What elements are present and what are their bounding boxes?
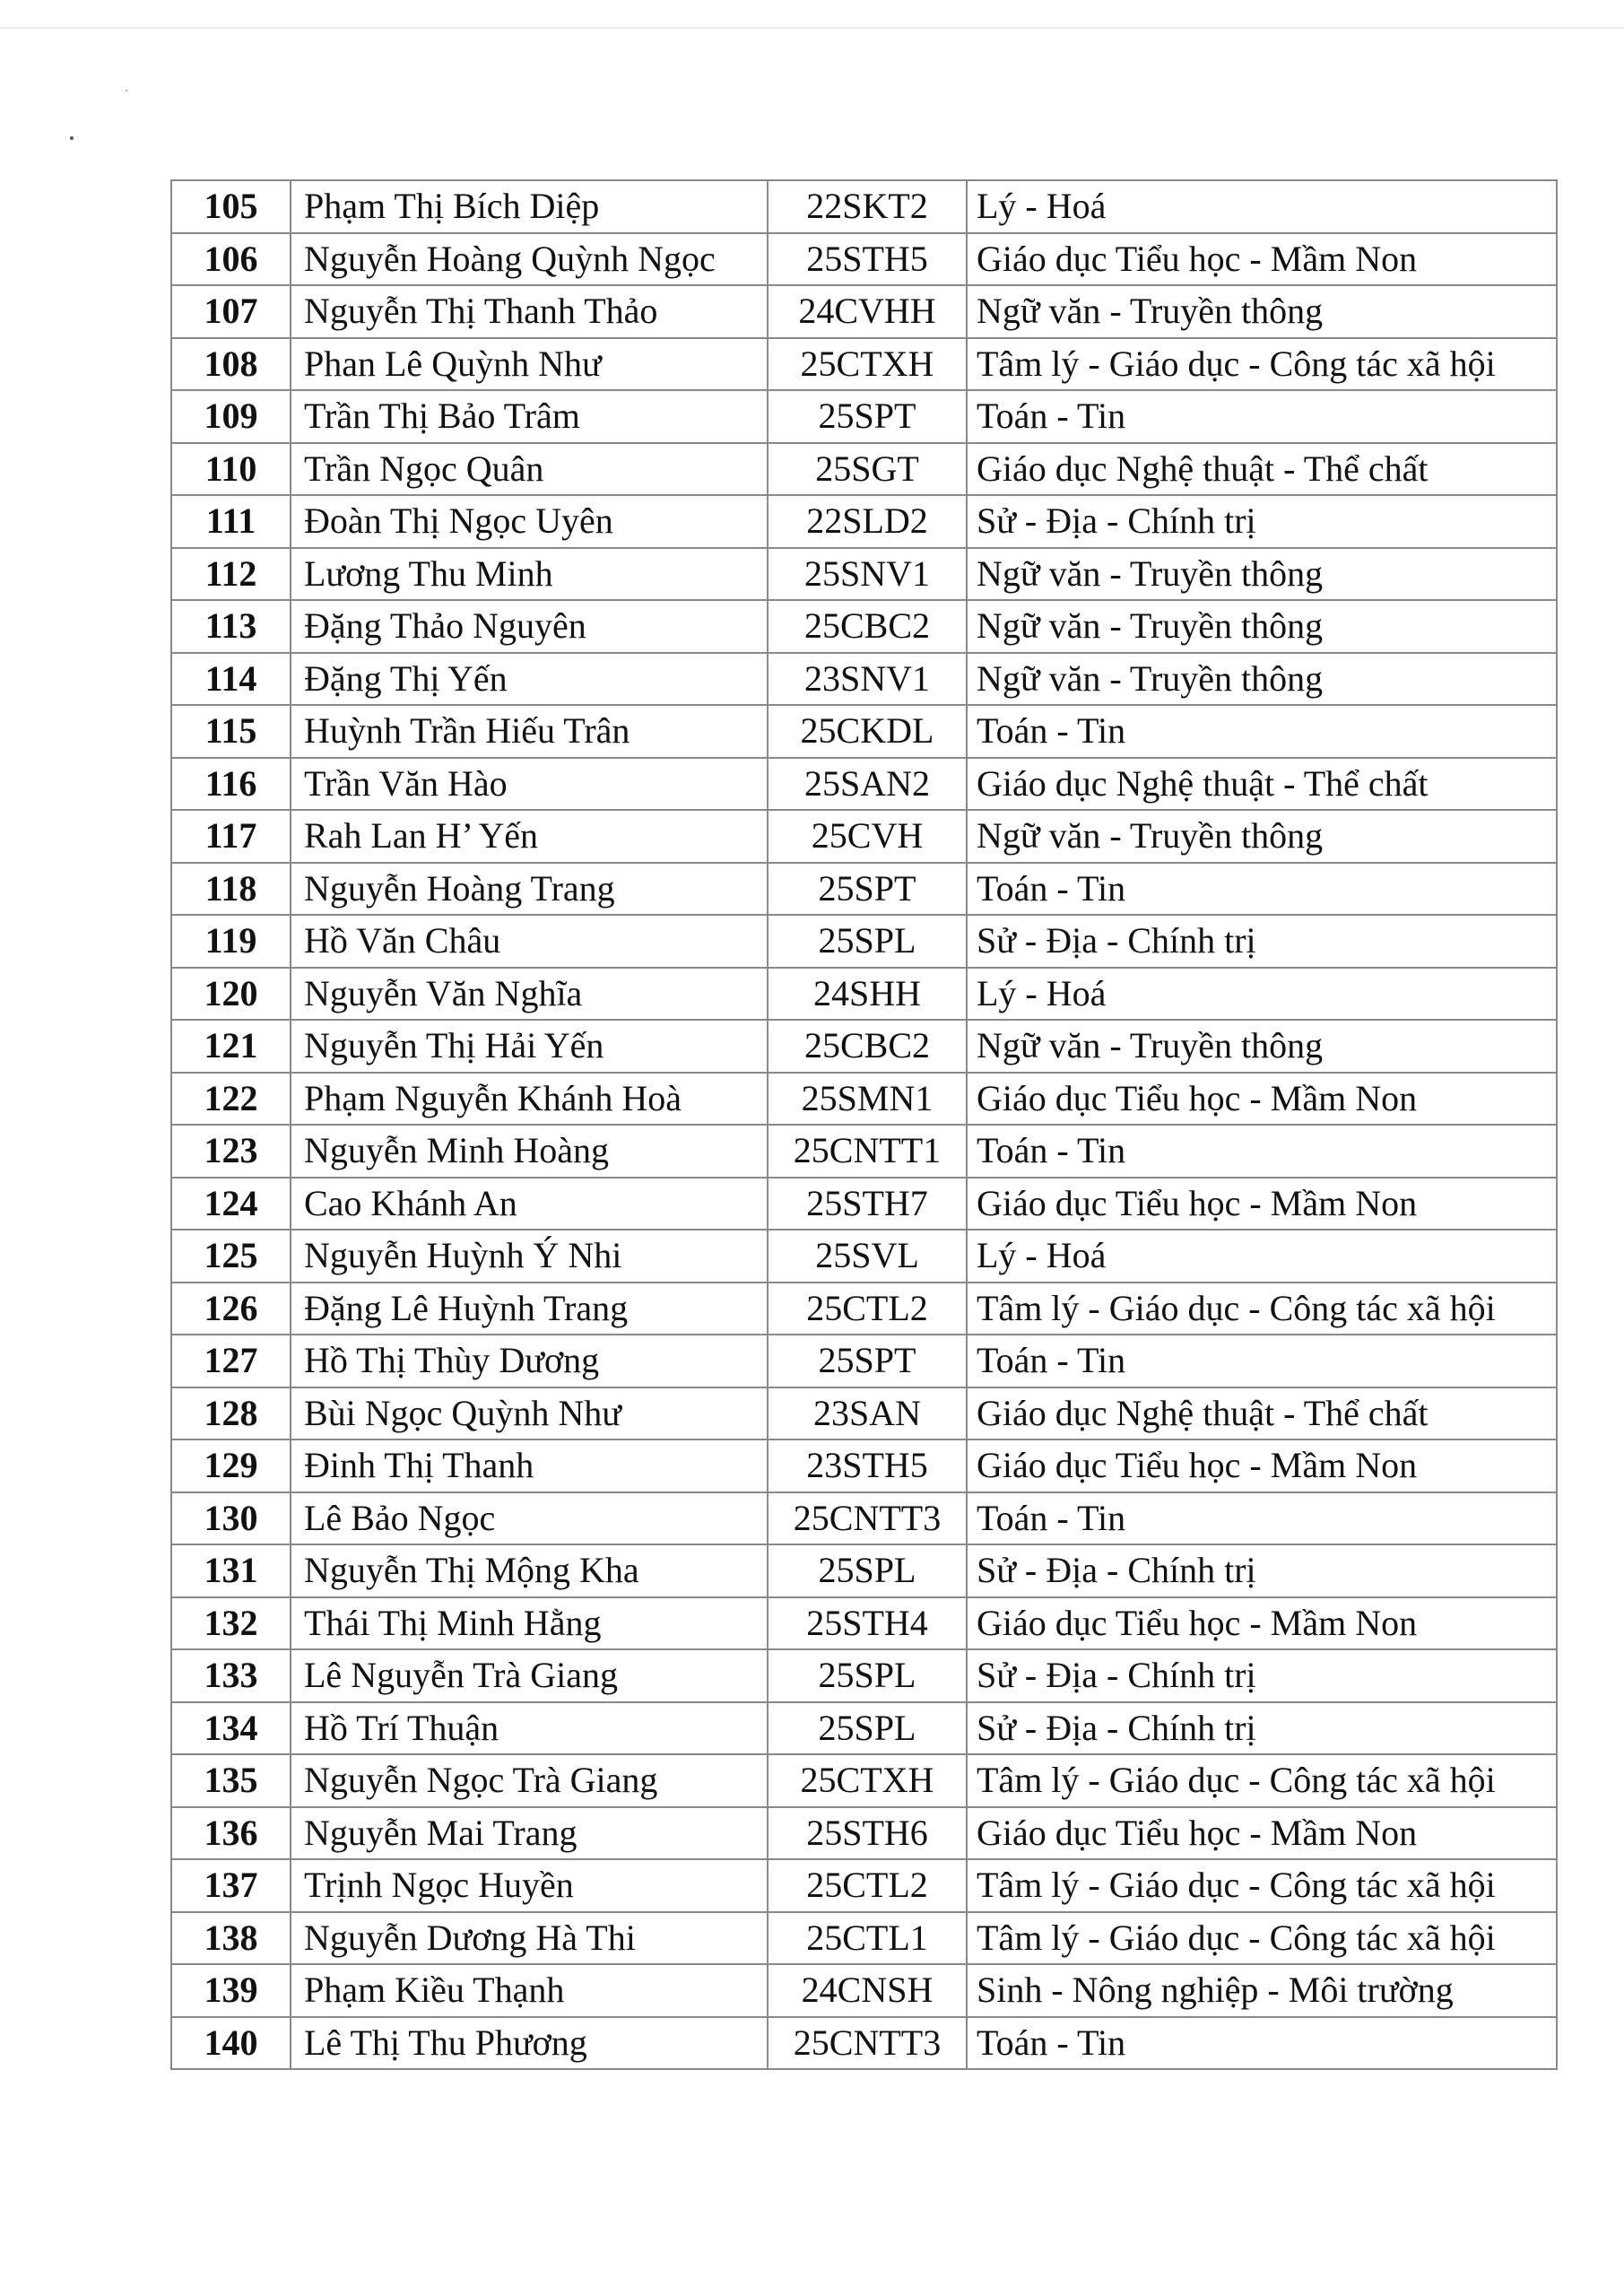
table-row bbox=[171, 495, 1557, 548]
table-row bbox=[171, 705, 1557, 758]
table-row bbox=[171, 1335, 1557, 1387]
subject-group: Sử - Địa - Chính trị bbox=[967, 1544, 1557, 1597]
row-number: 109 bbox=[171, 390, 291, 443]
subject-group: Giáo dục Tiểu học - Mầm Non bbox=[967, 1439, 1557, 1492]
student-name: Lê Thị Thu Phương bbox=[291, 2017, 768, 2070]
table-row bbox=[171, 1125, 1557, 1178]
class-code: 25CTXH bbox=[768, 338, 967, 391]
table-row bbox=[171, 1702, 1557, 1755]
student-name: Nguyễn Thị Hải Yến bbox=[291, 1020, 768, 1073]
row-number: 132 bbox=[171, 1597, 291, 1650]
table-row bbox=[171, 548, 1557, 601]
class-code: 23STH5 bbox=[768, 1439, 967, 1492]
row-number: 133 bbox=[171, 1649, 291, 1702]
row-number: 138 bbox=[171, 1912, 291, 1965]
table-row bbox=[171, 1912, 1557, 1965]
table-row bbox=[171, 1492, 1557, 1545]
student-name: Lê Bảo Ngọc bbox=[291, 1492, 768, 1545]
student-name: Phan Lê Quỳnh Như bbox=[291, 338, 768, 391]
student-name: Nguyễn Dương Hà Thi bbox=[291, 1912, 768, 1965]
class-code: 23SAN bbox=[768, 1387, 967, 1440]
subject-group: Toán - Tin bbox=[967, 390, 1557, 443]
class-code: 24CVHH bbox=[768, 285, 967, 338]
table-row bbox=[171, 1230, 1557, 1283]
student-name: Cao Khánh An bbox=[291, 1178, 768, 1231]
student-name: Đinh Thị Thanh bbox=[291, 1439, 768, 1492]
class-code: 25STH5 bbox=[768, 233, 967, 286]
row-number: 112 bbox=[171, 548, 291, 601]
class-code: 22SLD2 bbox=[768, 495, 967, 548]
table-row bbox=[171, 1020, 1557, 1073]
subject-group: Ngữ văn - Truyền thông bbox=[967, 653, 1557, 706]
table-row bbox=[171, 1387, 1557, 1440]
class-code: 25CTL1 bbox=[768, 1912, 967, 1965]
subject-group: Sử - Địa - Chính trị bbox=[967, 495, 1557, 548]
subject-group: Lý - Hoá bbox=[967, 1230, 1557, 1283]
table-row bbox=[171, 1964, 1557, 2017]
row-number: 140 bbox=[171, 2017, 291, 2070]
row-number: 121 bbox=[171, 1020, 291, 1073]
row-number: 106 bbox=[171, 233, 291, 286]
class-code: 24SHH bbox=[768, 968, 967, 1021]
row-number: 126 bbox=[171, 1283, 291, 1335]
row-number: 107 bbox=[171, 285, 291, 338]
table-row bbox=[171, 1073, 1557, 1126]
class-code: 25CBC2 bbox=[768, 1020, 967, 1073]
student-name: Hồ Văn Châu bbox=[291, 915, 768, 968]
table-row bbox=[171, 233, 1557, 286]
class-code: 25SPT bbox=[768, 390, 967, 443]
student-name: Nguyễn Minh Hoàng bbox=[291, 1125, 768, 1178]
class-code: 25CNTT3 bbox=[768, 1492, 967, 1545]
student-name: Lê Nguyễn Trà Giang bbox=[291, 1649, 768, 1702]
table-row bbox=[171, 2017, 1557, 2070]
subject-group: Ngữ văn - Truyền thông bbox=[967, 548, 1557, 601]
subject-group: Lý - Hoá bbox=[967, 180, 1557, 233]
student-name: Đặng Thị Yến bbox=[291, 653, 768, 706]
row-number: 130 bbox=[171, 1492, 291, 1545]
student-name: Trần Thị Bảo Trâm bbox=[291, 390, 768, 443]
row-number: 110 bbox=[171, 443, 291, 496]
class-code: 25CNTT1 bbox=[768, 1125, 967, 1178]
row-number: 114 bbox=[171, 653, 291, 706]
table-row bbox=[171, 758, 1557, 811]
table-row bbox=[171, 1807, 1557, 1860]
subject-group: Ngữ văn - Truyền thông bbox=[967, 810, 1557, 863]
table-row bbox=[171, 443, 1557, 496]
row-number: 116 bbox=[171, 758, 291, 811]
student-name: Nguyễn Huỳnh Ý Nhi bbox=[291, 1230, 768, 1283]
subject-group: Giáo dục Tiểu học - Mầm Non bbox=[967, 233, 1557, 286]
table-row bbox=[171, 1178, 1557, 1231]
subject-group: Giáo dục Nghệ thuật - Thể chất bbox=[967, 1387, 1557, 1440]
subject-group: Giáo dục Tiểu học - Mầm Non bbox=[967, 1178, 1557, 1231]
class-code: 25SVL bbox=[768, 1230, 967, 1283]
student-name: Rah Lan H’ Yến bbox=[291, 810, 768, 863]
subject-group: Giáo dục Tiểu học - Mầm Non bbox=[967, 1073, 1557, 1126]
student-name: Bùi Ngọc Quỳnh Như bbox=[291, 1387, 768, 1440]
row-number: 117 bbox=[171, 810, 291, 863]
class-code: 25CTL2 bbox=[768, 1283, 967, 1335]
student-name: Hồ Trí Thuận bbox=[291, 1702, 768, 1755]
subject-group: Tâm lý - Giáo dục - Công tác xã hội bbox=[967, 338, 1557, 391]
subject-group: Lý - Hoá bbox=[967, 968, 1557, 1021]
class-code: 25SPL bbox=[768, 915, 967, 968]
scan-speck bbox=[70, 136, 74, 140]
subject-group: Giáo dục Nghệ thuật - Thể chất bbox=[967, 443, 1557, 496]
class-code: 25SPL bbox=[768, 1544, 967, 1597]
student-name: Trần Văn Hào bbox=[291, 758, 768, 811]
row-number: 118 bbox=[171, 863, 291, 916]
subject-group: Toán - Tin bbox=[967, 863, 1557, 916]
student-roster-table bbox=[170, 179, 1558, 2070]
class-code: 25STH4 bbox=[768, 1597, 967, 1650]
row-number: 131 bbox=[171, 1544, 291, 1597]
table-row bbox=[171, 1597, 1557, 1650]
subject-group: Toán - Tin bbox=[967, 1125, 1557, 1178]
student-name: Nguyễn Thị Thanh Thảo bbox=[291, 285, 768, 338]
class-code: 25SAN2 bbox=[768, 758, 967, 811]
table-row bbox=[171, 863, 1557, 916]
class-code: 25SPL bbox=[768, 1649, 967, 1702]
table-row bbox=[171, 915, 1557, 968]
class-code: 25STH6 bbox=[768, 1807, 967, 1860]
student-name: Đặng Thảo Nguyên bbox=[291, 600, 768, 653]
scan-top-edge bbox=[0, 27, 1624, 29]
row-number: 108 bbox=[171, 338, 291, 391]
class-code: 25SNV1 bbox=[768, 548, 967, 601]
table-row bbox=[171, 968, 1557, 1021]
table-row bbox=[171, 338, 1557, 391]
subject-group: Ngữ văn - Truyền thông bbox=[967, 285, 1557, 338]
class-code: 25CTL2 bbox=[768, 1859, 967, 1912]
scan-speck bbox=[126, 90, 127, 91]
class-code: 25CBC2 bbox=[768, 600, 967, 653]
class-code: 25SPT bbox=[768, 863, 967, 916]
subject-group: Tâm lý - Giáo dục - Công tác xã hội bbox=[967, 1859, 1557, 1912]
subject-group: Sử - Địa - Chính trị bbox=[967, 1702, 1557, 1755]
subject-group: Ngữ văn - Truyền thông bbox=[967, 1020, 1557, 1073]
student-name: Nguyễn Mai Trang bbox=[291, 1807, 768, 1860]
subject-group: Toán - Tin bbox=[967, 705, 1557, 758]
row-number: 136 bbox=[171, 1807, 291, 1860]
table-row bbox=[171, 810, 1557, 863]
table-row bbox=[171, 600, 1557, 653]
row-number: 124 bbox=[171, 1178, 291, 1231]
class-code: 25SMN1 bbox=[768, 1073, 967, 1126]
class-code: 25CNTT3 bbox=[768, 2017, 967, 2070]
row-number: 119 bbox=[171, 915, 291, 968]
subject-group: Tâm lý - Giáo dục - Công tác xã hội bbox=[967, 1283, 1557, 1335]
student-name: Nguyễn Văn Nghĩa bbox=[291, 968, 768, 1021]
table-row bbox=[171, 653, 1557, 706]
table-row bbox=[171, 1649, 1557, 1702]
class-code: 25STH7 bbox=[768, 1178, 967, 1231]
row-number: 123 bbox=[171, 1125, 291, 1178]
subject-group: Toán - Tin bbox=[967, 1335, 1557, 1387]
row-number: 115 bbox=[171, 705, 291, 758]
row-number: 122 bbox=[171, 1073, 291, 1126]
row-number: 105 bbox=[171, 180, 291, 233]
student-name: Nguyễn Ngọc Trà Giang bbox=[291, 1754, 768, 1807]
student-name: Trịnh Ngọc Huyền bbox=[291, 1859, 768, 1912]
class-code: 23SNV1 bbox=[768, 653, 967, 706]
student-name: Hồ Thị Thùy Dương bbox=[291, 1335, 768, 1387]
table-row bbox=[171, 1439, 1557, 1492]
class-code: 25CKDL bbox=[768, 705, 967, 758]
subject-group: Sinh - Nông nghiệp - Môi trường bbox=[967, 1964, 1557, 2017]
table-row bbox=[171, 1859, 1557, 1912]
class-code: 25SPL bbox=[768, 1702, 967, 1755]
table-row bbox=[171, 390, 1557, 443]
class-code: 25SGT bbox=[768, 443, 967, 496]
row-number: 127 bbox=[171, 1335, 291, 1387]
subject-group: Toán - Tin bbox=[967, 2017, 1557, 2070]
student-name: Huỳnh Trần Hiếu Trân bbox=[291, 705, 768, 758]
row-number: 135 bbox=[171, 1754, 291, 1807]
class-code: 24CNSH bbox=[768, 1964, 967, 2017]
subject-group: Sử - Địa - Chính trị bbox=[967, 1649, 1557, 1702]
row-number: 129 bbox=[171, 1439, 291, 1492]
subject-group: Tâm lý - Giáo dục - Công tác xã hội bbox=[967, 1754, 1557, 1807]
student-name: Đoàn Thị Ngọc Uyên bbox=[291, 495, 768, 548]
student-name: Đặng Lê Huỳnh Trang bbox=[291, 1283, 768, 1335]
student-name: Nguyễn Hoàng Quỳnh Ngọc bbox=[291, 233, 768, 286]
row-number: 137 bbox=[171, 1859, 291, 1912]
table-row bbox=[171, 1544, 1557, 1597]
row-number: 134 bbox=[171, 1702, 291, 1755]
subject-group: Giáo dục Tiểu học - Mầm Non bbox=[967, 1597, 1557, 1650]
subject-group: Ngữ văn - Truyền thông bbox=[967, 600, 1557, 653]
table-row bbox=[171, 1283, 1557, 1335]
student-name: Nguyễn Thị Mộng Kha bbox=[291, 1544, 768, 1597]
subject-group: Tâm lý - Giáo dục - Công tác xã hội bbox=[967, 1912, 1557, 1965]
row-number: 128 bbox=[171, 1387, 291, 1440]
student-name: Phạm Kiều Thạnh bbox=[291, 1964, 768, 2017]
student-name: Phạm Nguyễn Khánh Hoà bbox=[291, 1073, 768, 1126]
row-number: 120 bbox=[171, 968, 291, 1021]
class-code: 25SPT bbox=[768, 1335, 967, 1387]
student-name: Nguyễn Hoàng Trang bbox=[291, 863, 768, 916]
class-code: 25CVH bbox=[768, 810, 967, 863]
student-name: Phạm Thị Bích Diệp bbox=[291, 180, 768, 233]
row-number: 125 bbox=[171, 1230, 291, 1283]
subject-group: Sử - Địa - Chính trị bbox=[967, 915, 1557, 968]
subject-group: Toán - Tin bbox=[967, 1492, 1557, 1545]
student-name: Trần Ngọc Quân bbox=[291, 443, 768, 496]
student-name: Lương Thu Minh bbox=[291, 548, 768, 601]
table-row bbox=[171, 180, 1557, 233]
subject-group: Giáo dục Nghệ thuật - Thể chất bbox=[967, 758, 1557, 811]
student-name: Thái Thị Minh Hằng bbox=[291, 1597, 768, 1650]
row-number: 113 bbox=[171, 600, 291, 653]
table-row bbox=[171, 285, 1557, 338]
subject-group: Giáo dục Tiểu học - Mầm Non bbox=[967, 1807, 1557, 1860]
roster-body bbox=[171, 180, 1557, 2069]
class-code: 22SKT2 bbox=[768, 180, 967, 233]
table-row bbox=[171, 1754, 1557, 1807]
row-number: 139 bbox=[171, 1964, 291, 2017]
row-number: 111 bbox=[171, 495, 291, 548]
class-code: 25CTXH bbox=[768, 1754, 967, 1807]
